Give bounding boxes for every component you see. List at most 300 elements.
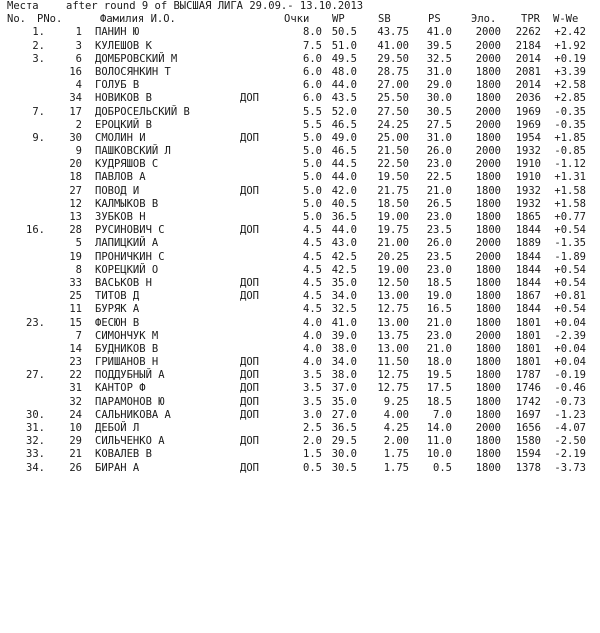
tpr-cell: 1844 (515, 303, 541, 316)
player-name-cell: ПОДДУБНЫЙ А (95, 369, 165, 382)
points-cell: 5.0 (303, 131, 322, 144)
player-name-cell: ГОЛУБ В (95, 79, 140, 92)
col-header-elo: Эло. (471, 13, 497, 26)
points-cell: 6.0 (303, 52, 322, 65)
player-name-cell: ФЕСЮН В (95, 316, 140, 329)
points-cell: 2.5 (303, 422, 322, 434)
wp-cell: 30.0 (331, 448, 357, 461)
wp-cell: 34.0 (331, 356, 357, 369)
table-row (0, 317, 600, 330)
place-cell: 1. (32, 26, 45, 39)
table-row (0, 448, 600, 461)
column-header-row (0, 13, 600, 26)
player-name-cell: БИРАН А (95, 461, 140, 474)
elo-cell: 1800 (475, 369, 501, 382)
wp-cell: 46.5 (331, 145, 357, 158)
table-row (0, 369, 600, 382)
player-name-cell: КОВАЛЕВ В (95, 448, 152, 461)
table-row (0, 40, 600, 53)
tpr-cell: 1969 (515, 118, 541, 131)
tpr-cell: 2014 (515, 79, 541, 92)
col-header-pno: PNo. (37, 13, 63, 26)
table-row (0, 303, 600, 316)
player-name-cell: ВОЛОСЯНКИН Т (95, 65, 171, 78)
tpr-cell: 1865 (515, 211, 541, 223)
elo-cell: 2000 (475, 158, 501, 171)
tpr-cell: 1889 (515, 237, 541, 250)
sb-cell: 4.25 (383, 422, 409, 434)
tpr-cell: 1656 (515, 422, 541, 434)
pno-cell: 8 (75, 263, 82, 276)
wp-cell: 43.0 (331, 237, 357, 250)
dop-cell: ДОП (240, 369, 259, 382)
wp-cell: 39.0 (331, 329, 357, 342)
points-cell: 4.5 (303, 290, 322, 303)
points-cell: 5.0 (303, 211, 322, 223)
tpr-cell: 1801 (515, 342, 541, 355)
pno-cell: 20 (69, 158, 82, 171)
place-cell: 2. (32, 39, 45, 52)
w-we-cell: +1.58 (554, 197, 586, 210)
sb-cell: 18.50 (377, 197, 409, 210)
wp-cell: 43.5 (331, 92, 357, 105)
table-row (0, 119, 600, 132)
tpr-cell: 1969 (515, 105, 541, 118)
player-name-cell: ЗУБКОВ Н (95, 211, 146, 223)
ps-cell: 26.0 (426, 145, 452, 158)
ps-cell: 21.0 (426, 184, 452, 197)
points-cell: 3.5 (303, 382, 322, 395)
w-we-cell: -2.50 (554, 435, 586, 448)
elo-cell: 1800 (475, 263, 501, 276)
points-cell: 1.5 (303, 448, 322, 461)
ps-cell: 32.5 (426, 52, 452, 65)
elo-cell: 1800 (475, 316, 501, 329)
ps-cell: 22.5 (426, 171, 452, 184)
table-row (0, 382, 600, 395)
elo-cell: 2000 (475, 237, 501, 250)
ps-cell: 21.0 (426, 342, 452, 355)
points-cell: 7.5 (303, 39, 322, 52)
w-we-cell: +2.42 (554, 26, 586, 39)
sb-cell: 12.75 (377, 369, 409, 382)
points-cell: 4.5 (303, 303, 322, 316)
pno-cell: 2 (75, 118, 82, 131)
sb-cell: 2.00 (383, 435, 409, 448)
elo-cell: 1800 (475, 408, 501, 421)
player-name-cell: ГРИШАНОВ Н (95, 356, 159, 369)
sb-cell: 21.75 (377, 184, 409, 197)
player-name-cell: БУДНИКОВ В (95, 342, 159, 355)
wp-cell: 38.0 (331, 342, 357, 355)
sb-cell: 13.00 (377, 290, 409, 303)
table-row (0, 145, 600, 158)
ps-cell: 23.0 (426, 211, 452, 223)
tpr-cell: 2184 (515, 39, 541, 52)
table-row (0, 211, 600, 224)
wp-cell: 42.5 (331, 263, 357, 276)
round-info: after round 9 of ВЫСШАЯ ЛИГА 29.09.- 13.10.2013 (66, 0, 364, 12)
sb-cell: 28.75 (377, 65, 409, 78)
player-name-cell: КУЛЕШОВ К (95, 39, 152, 52)
w-we-cell: -4.07 (554, 422, 586, 434)
table-row (0, 185, 600, 198)
ps-cell: 26.0 (426, 237, 452, 250)
w-we-cell: +2.85 (554, 92, 586, 105)
wp-cell: 50.5 (331, 26, 357, 39)
wp-cell: 29.5 (331, 435, 357, 448)
player-name-cell: ДЕБОЙ Л (95, 422, 140, 434)
ps-cell: 31.0 (426, 65, 452, 78)
ps-cell: 27.5 (426, 118, 452, 131)
ps-cell: 23.5 (426, 224, 452, 237)
tpr-cell: 2036 (515, 92, 541, 105)
player-name-cell: ПАНИН Ю (95, 26, 140, 39)
dop-cell: ДОП (240, 435, 259, 448)
dop-cell: ДОП (240, 408, 259, 421)
dop-cell: ДОП (240, 461, 259, 474)
elo-cell: 1800 (475, 197, 501, 210)
elo-cell: 2000 (475, 105, 501, 118)
pno-cell: 10 (69, 422, 82, 434)
points-cell: 4.0 (303, 316, 322, 329)
dop-cell: ДОП (240, 356, 259, 369)
player-name-cell: КУДРЯШОВ С (95, 158, 159, 171)
w-we-cell: +0.19 (554, 52, 586, 65)
sb-cell: 22.50 (377, 158, 409, 171)
points-cell: 4.5 (303, 224, 322, 237)
w-we-cell: +0.04 (554, 342, 586, 355)
w-we-cell: -0.35 (554, 118, 586, 131)
w-we-cell: +1.85 (554, 131, 586, 144)
sb-cell: 29.50 (377, 52, 409, 65)
points-cell: 3.5 (303, 369, 322, 382)
points-cell: 3.5 (303, 395, 322, 408)
pno-cell: 21 (69, 448, 82, 461)
points-cell: 2.0 (303, 435, 322, 448)
standings-table (0, 26, 600, 474)
points-cell: 4.5 (303, 250, 322, 263)
points-cell: 6.0 (303, 79, 322, 92)
sb-cell: 12.75 (377, 303, 409, 316)
place-cell: 16. (26, 224, 45, 237)
pno-cell: 22 (69, 369, 82, 382)
ps-cell: 41.0 (426, 26, 452, 39)
sb-cell: 21.00 (377, 237, 409, 250)
ps-cell: 39.5 (426, 39, 452, 52)
pno-cell: 18 (69, 171, 82, 184)
sb-cell: 25.00 (377, 131, 409, 144)
tpr-cell: 1910 (515, 171, 541, 184)
player-name-cell: ЛАПИЦКИЙ А (95, 237, 159, 250)
table-row (0, 343, 600, 356)
elo-cell: 1800 (475, 276, 501, 289)
wp-cell: 49.0 (331, 131, 357, 144)
col-header-wp: WP (332, 13, 345, 26)
player-name-cell: СМОЛИН И (95, 131, 146, 144)
points-cell: 4.5 (303, 263, 322, 276)
player-name-cell: ПАРАМОНОВ Ю (95, 395, 165, 408)
sb-cell: 1.75 (383, 461, 409, 474)
dop-cell: ДОП (240, 224, 259, 237)
player-name-cell: СИЛЬЧЕНКО А (95, 435, 165, 448)
pno-cell: 30 (69, 131, 82, 144)
pno-cell: 4 (75, 79, 82, 92)
pno-cell: 11 (69, 303, 82, 316)
tpr-cell: 1844 (515, 263, 541, 276)
col-header-tpr: TPR (521, 13, 540, 26)
player-name-cell: ПАШКОВСКИЙ Л (95, 145, 171, 158)
wp-cell: 44.0 (331, 171, 357, 184)
ps-cell: 29.0 (426, 79, 452, 92)
table-row (0, 462, 600, 475)
sb-cell: 19.00 (377, 211, 409, 223)
points-cell: 4.5 (303, 276, 322, 289)
player-name-cell: ЕРОЦКИЙ В (95, 118, 152, 131)
elo-cell: 1800 (475, 448, 501, 461)
tpr-cell: 1787 (515, 369, 541, 382)
wp-cell: 32.5 (331, 303, 357, 316)
pno-cell: 7 (75, 329, 82, 342)
points-cell: 5.5 (303, 105, 322, 118)
sb-cell: 1.75 (383, 448, 409, 461)
ps-cell: 19.5 (426, 369, 452, 382)
w-we-cell: -0.73 (554, 395, 586, 408)
ps-cell: 18.5 (426, 276, 452, 289)
player-name-cell: ДОБРОСЕЛЬСКИЙ В (95, 105, 190, 118)
points-cell: 5.0 (303, 145, 322, 158)
w-we-cell: -1.12 (554, 158, 586, 171)
table-row (0, 435, 600, 448)
w-we-cell: +1.31 (554, 171, 586, 184)
dop-cell: ДОП (240, 276, 259, 289)
elo-cell: 1800 (475, 395, 501, 408)
pno-cell: 3 (75, 39, 82, 52)
elo-cell: 2000 (475, 145, 501, 158)
pno-cell: 27 (69, 184, 82, 197)
table-row (0, 158, 600, 171)
sb-cell: 21.50 (377, 145, 409, 158)
pno-cell: 15 (69, 316, 82, 329)
wp-cell: 37.0 (331, 382, 357, 395)
tpr-cell: 1932 (515, 145, 541, 158)
elo-cell: 2000 (475, 329, 501, 342)
points-cell: 0.5 (303, 461, 322, 474)
wp-cell: 35.0 (331, 395, 357, 408)
wp-cell: 34.0 (331, 290, 357, 303)
elo-cell: 1800 (475, 224, 501, 237)
ps-cell: 14.0 (426, 422, 452, 434)
w-we-cell: -0.85 (554, 145, 586, 158)
sb-cell: 19.75 (377, 224, 409, 237)
w-we-cell: +1.92 (554, 39, 586, 52)
tpr-cell: 1378 (515, 461, 541, 474)
ps-cell: 21.0 (426, 316, 452, 329)
table-row (0, 92, 600, 105)
wp-cell: 40.5 (331, 197, 357, 210)
place-cell: 27. (26, 369, 45, 382)
title-line (0, 0, 600, 13)
tpr-cell: 1844 (515, 276, 541, 289)
pno-cell: 24 (69, 408, 82, 421)
table-row (0, 330, 600, 343)
pno-cell: 32 (69, 395, 82, 408)
tpr-cell: 1844 (515, 224, 541, 237)
elo-cell: 1800 (475, 382, 501, 395)
points-cell: 5.5 (303, 118, 322, 131)
w-we-cell: +0.04 (554, 316, 586, 329)
sb-cell: 9.25 (383, 395, 409, 408)
table-row (0, 264, 600, 277)
player-name-cell: ТИТОВ Д (95, 290, 140, 303)
points-cell: 3.0 (303, 408, 322, 421)
tpr-cell: 1697 (515, 408, 541, 421)
w-we-cell: +0.04 (554, 356, 586, 369)
w-we-cell: -2.19 (554, 448, 586, 461)
wp-cell: 36.5 (331, 211, 357, 223)
place-cell: 34. (26, 461, 45, 474)
wp-cell: 52.0 (331, 105, 357, 118)
wp-cell: 27.0 (331, 408, 357, 421)
points-cell: 4.0 (303, 342, 322, 355)
tpr-cell: 2081 (515, 65, 541, 78)
pno-cell: 25 (69, 290, 82, 303)
sb-cell: 11.50 (377, 356, 409, 369)
table-row (0, 66, 600, 79)
w-we-cell: +0.54 (554, 224, 586, 237)
dop-cell: ДОП (240, 184, 259, 197)
elo-cell: 1800 (475, 171, 501, 184)
place-cell: 32. (26, 435, 45, 448)
place-cell: 7. (32, 105, 45, 118)
ps-cell: 30.5 (426, 105, 452, 118)
w-we-cell: +3.39 (554, 65, 586, 78)
pno-cell: 17 (69, 105, 82, 118)
table-row (0, 409, 600, 422)
table-row (0, 277, 600, 290)
dop-cell: ДОП (240, 290, 259, 303)
ps-cell: 23.0 (426, 263, 452, 276)
pno-cell: 19 (69, 250, 82, 263)
ps-cell: 10.0 (426, 448, 452, 461)
pno-cell: 9 (75, 145, 82, 158)
col-header-w-we: W-We (553, 13, 579, 26)
pno-cell: 1 (75, 26, 82, 39)
player-name-cell: РУСИНОВИЧ С (95, 224, 165, 237)
w-we-cell: -2.39 (554, 329, 586, 342)
player-name-cell: БУРЯК А (95, 303, 140, 316)
tpr-cell: 1844 (515, 250, 541, 263)
elo-cell: 1800 (475, 92, 501, 105)
table-row (0, 79, 600, 92)
ps-cell: 17.5 (426, 382, 452, 395)
tpr-cell: 1867 (515, 290, 541, 303)
col-header-points: Очки (284, 13, 310, 26)
w-we-cell: +2.58 (554, 79, 586, 92)
elo-cell: 1800 (475, 184, 501, 197)
table-row (0, 132, 600, 145)
elo-cell: 1800 (475, 79, 501, 92)
pno-cell: 34 (69, 92, 82, 105)
pno-cell: 12 (69, 197, 82, 210)
table-row (0, 53, 600, 66)
points-cell: 4.5 (303, 237, 322, 250)
col-header-name: Фамилия И.О. (100, 13, 176, 26)
place-cell: 9. (32, 131, 45, 144)
wp-cell: 44.0 (331, 79, 357, 92)
pno-cell: 13 (69, 211, 82, 223)
pno-cell: 16 (69, 65, 82, 78)
w-we-cell: -1.89 (554, 250, 586, 263)
place-cell: 31. (26, 422, 45, 434)
col-header-sb: SB (378, 13, 391, 26)
table-row (0, 224, 600, 237)
ps-cell: 16.5 (426, 303, 452, 316)
points-cell: 6.0 (303, 65, 322, 78)
wp-cell: 41.0 (331, 316, 357, 329)
tpr-cell: 1594 (515, 448, 541, 461)
ps-cell: 31.0 (426, 131, 452, 144)
wp-cell: 48.0 (331, 65, 357, 78)
sb-cell: 19.00 (377, 263, 409, 276)
player-name-cell: САЛЬНИКОВА А (95, 408, 171, 421)
wp-cell: 35.0 (331, 276, 357, 289)
points-cell: 8.0 (303, 26, 322, 39)
table-row (0, 251, 600, 264)
sb-cell: 19.50 (377, 171, 409, 184)
places-label: Места (7, 0, 39, 12)
player-name-cell: КАЛМЫКОВ В (95, 197, 159, 210)
w-we-cell: -1.35 (554, 237, 586, 250)
tpr-cell: 2262 (515, 26, 541, 39)
table-row (0, 290, 600, 303)
ps-cell: 26.5 (426, 197, 452, 210)
player-name-cell: ПАВЛОВ А (95, 171, 146, 184)
elo-cell: 1800 (475, 290, 501, 303)
ps-cell: 23.5 (426, 250, 452, 263)
w-we-cell: +0.54 (554, 303, 586, 316)
table-row (0, 171, 600, 184)
place-cell: 33. (26, 448, 45, 461)
player-name-cell: СИМОНЧУК М (95, 329, 159, 342)
points-cell: 5.0 (303, 158, 322, 171)
pno-cell: 31 (69, 382, 82, 395)
tpr-cell: 1580 (515, 435, 541, 448)
pno-cell: 33 (69, 276, 82, 289)
sb-cell: 41.00 (377, 39, 409, 52)
elo-cell: 1800 (475, 65, 501, 78)
pno-cell: 14 (69, 342, 82, 355)
w-we-cell: +1.58 (554, 184, 586, 197)
player-name-cell: НОВИКОВ В (95, 92, 152, 105)
ps-cell: 18.5 (426, 395, 452, 408)
tpr-cell: 1742 (515, 395, 541, 408)
ps-cell: 7.0 (433, 408, 452, 421)
col-header-ps: PS (428, 13, 441, 26)
elo-cell: 2000 (475, 250, 501, 263)
points-cell: 5.0 (303, 197, 322, 210)
elo-cell: 2000 (475, 52, 501, 65)
wp-cell: 49.5 (331, 52, 357, 65)
tpr-cell: 1801 (515, 356, 541, 369)
pno-cell: 28 (69, 224, 82, 237)
wp-cell: 42.0 (331, 184, 357, 197)
pno-cell: 6 (75, 52, 82, 65)
points-cell: 6.0 (303, 92, 322, 105)
table-row (0, 356, 600, 369)
table-row (0, 198, 600, 211)
ps-cell: 30.0 (426, 92, 452, 105)
